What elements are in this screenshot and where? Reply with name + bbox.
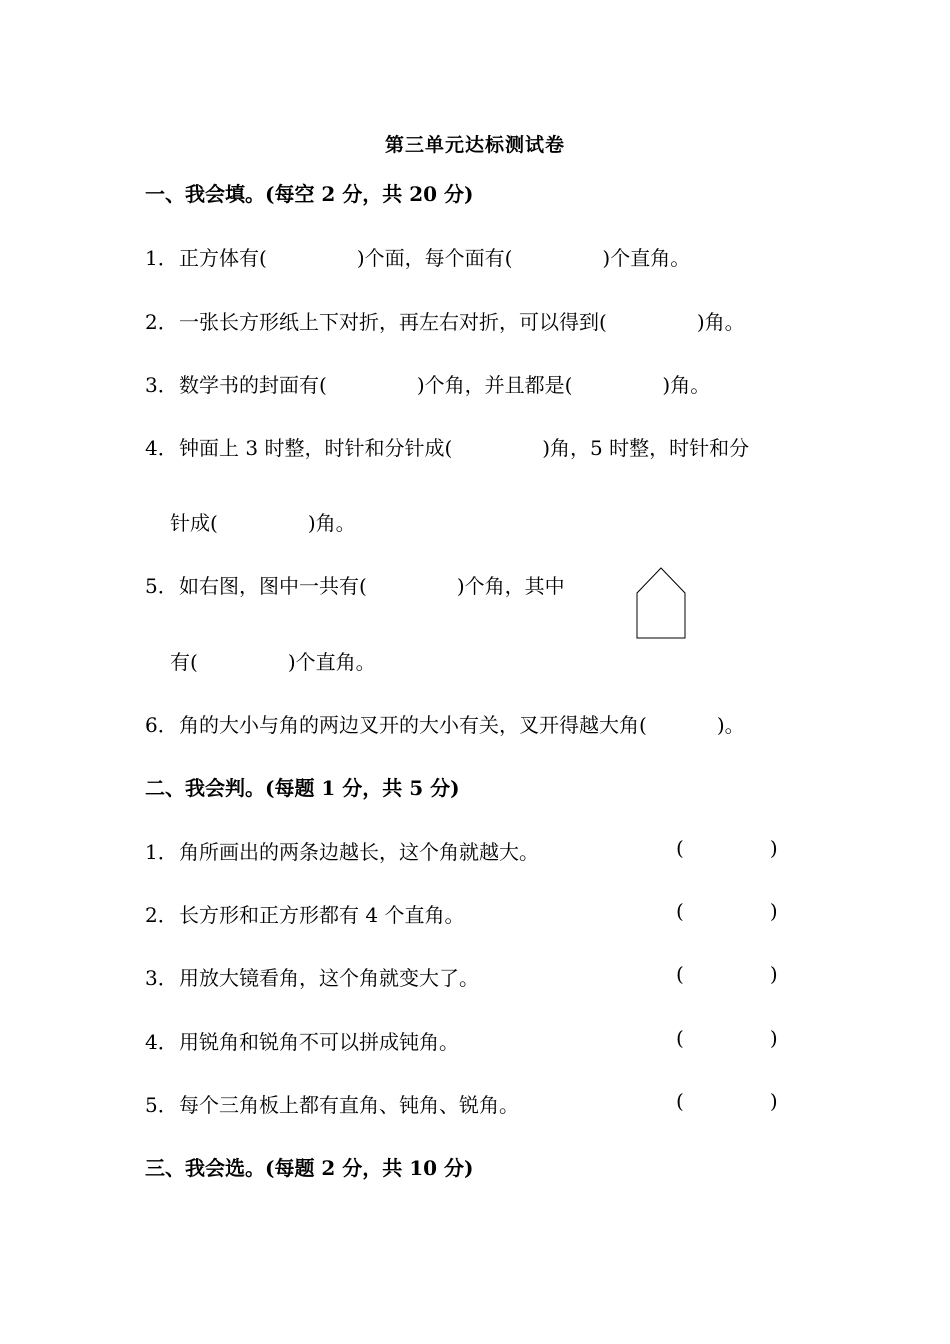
section-2-heading: 二、我会判。(每题 1 分，共 5 分) bbox=[145, 776, 460, 800]
judge-answer-box[interactable]: ( ) bbox=[676, 899, 778, 923]
judge-question-5: 5．每个三角板上都有直角、钝角、锐角。 bbox=[145, 1089, 519, 1118]
judge-answer-box[interactable]: ( ) bbox=[676, 1026, 778, 1050]
fill-question-3: 3．数学书的封面有( )个角，并且都是( )角。 bbox=[145, 369, 710, 398]
question-number: 3． bbox=[145, 373, 178, 397]
judge-question-1: 1．角所画出的两条边越长，这个角就越大。 bbox=[145, 836, 539, 865]
question-number: 2． bbox=[145, 310, 178, 334]
fill-question-4-continued: 针成( )角。 bbox=[170, 511, 356, 535]
question-number: 3． bbox=[145, 966, 178, 990]
judge-answer-box[interactable]: ( ) bbox=[676, 1089, 778, 1113]
judge-answer-box[interactable]: ( ) bbox=[676, 836, 778, 860]
fill-question-4: 4．钟面上 3 时整，时针和分针成( )角，5 时整，时针和分 bbox=[145, 432, 749, 461]
question-number: 4． bbox=[145, 436, 178, 460]
section-1-heading: 一、我会填。(每空 2 分，共 20 分) bbox=[145, 182, 474, 206]
judge-question-3: 3．用放大镜看角，这个角就变大了。 bbox=[145, 962, 479, 991]
judge-question-2: 2．长方形和正方形都有 4 个直角。 bbox=[145, 899, 464, 928]
question-number: 1． bbox=[145, 246, 178, 270]
fill-question-1: 1．正方体有( )个面，每个面有( )个直角。 bbox=[145, 242, 690, 271]
question-number: 4． bbox=[145, 1030, 178, 1054]
judge-answer-box[interactable]: ( ) bbox=[676, 962, 778, 986]
section-3-heading: 三、我会选。(每题 2 分，共 10 分) bbox=[145, 1156, 474, 1180]
question-number: 5． bbox=[145, 574, 178, 598]
question-number: 2． bbox=[145, 903, 178, 927]
question-number: 6． bbox=[145, 713, 178, 737]
fill-question-6: 6．角的大小与角的两边叉开的大小有关，叉开得越大角( )。 bbox=[145, 709, 745, 738]
pentagon-house-figure bbox=[635, 566, 691, 642]
judge-question-4: 4．用锐角和锐角不可以拼成钝角。 bbox=[145, 1026, 459, 1055]
fill-question-5-continued: 有( )个直角。 bbox=[170, 650, 376, 674]
fill-question-2: 2．一张长方形纸上下对折，再左右对折，可以得到( )角。 bbox=[145, 306, 745, 335]
fill-question-5: 5．如右图，图中一共有( )个角，其中 bbox=[145, 570, 565, 599]
question-number: 5． bbox=[145, 1093, 178, 1117]
page-title: 第三单元达标测试卷 bbox=[384, 134, 565, 156]
question-number: 1． bbox=[145, 840, 178, 864]
